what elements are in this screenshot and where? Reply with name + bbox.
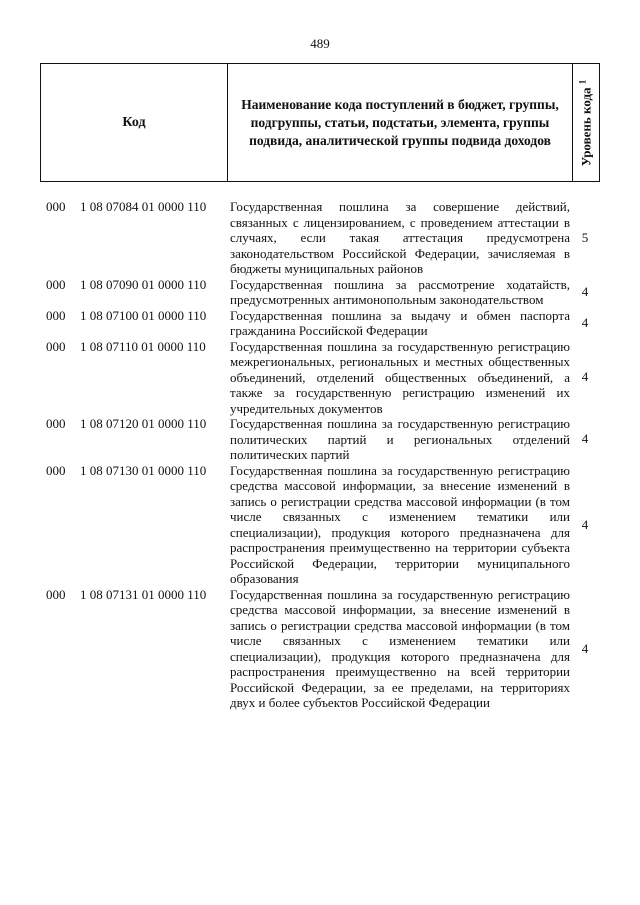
row-revenue-code: 1 08 07120 01 0000 110	[80, 416, 207, 431]
page-number: 489	[310, 36, 330, 51]
row-revenue-code: 1 08 07084 01 0000 110	[80, 199, 207, 214]
row-revenue-code: 1 08 07131 01 0000 110	[80, 586, 207, 602]
row-revenue-code: 1 08 07130 01 0000 110	[80, 462, 207, 478]
header-level	[573, 64, 599, 181]
row-admin-code: 000	[46, 338, 66, 354]
header-code: Код	[41, 64, 228, 181]
table-row	[40, 587, 600, 711]
row-admin-code: 000	[46, 276, 66, 292]
header-level-label	[577, 79, 594, 166]
row-level: 5	[581, 229, 589, 245]
row-level: 4	[581, 516, 589, 532]
row-admin-code: 000	[46, 462, 66, 478]
table-body	[40, 199, 600, 711]
row-name: Государственная пошлина за государственную регистрацию межрегиональных, региональных и местных общественных объединений, отделений общественных объединений, а также за государственную регистрацию изменений их учредительных документов	[230, 338, 570, 416]
row-admin-code: 000	[46, 416, 66, 431]
table-row	[40, 416, 600, 463]
row-admin-code: 000	[46, 199, 66, 214]
row-name: Государственная пошлина за рассмотрение ходатайств, предусмотренных антимонопольным законодательством	[230, 276, 570, 307]
row-name: Государственная пошлина за совершение действий, связанных с лицензированием, с проведением аттестации в случаях, если такая аттестация предусмотрена законодательством Российской Федерации, зачисляемая в бюджеты муниципальных районов	[230, 199, 570, 276]
row-name: Государственная пошлина за государственную регистрацию политических партий и региональных отделений политических партий	[230, 416, 570, 462]
row-revenue-code: 1 08 07100 01 0000 110	[80, 307, 207, 323]
row-level: 4	[581, 431, 589, 447]
table-row	[40, 199, 600, 277]
table-row	[40, 308, 600, 339]
row-level: 4	[581, 284, 589, 299]
row-level: 4	[581, 369, 589, 385]
row-name: Государственная пошлина за выдачу и обмен паспорта гражданина Российской Федерации	[230, 307, 570, 338]
header-level-text: Уровень кода	[578, 86, 594, 166]
row-level: 4	[581, 315, 589, 330]
table-header	[40, 63, 600, 182]
header-level-footnote: 1	[577, 79, 588, 84]
row-revenue-code: 1 08 07090 01 0000 110	[80, 276, 207, 292]
row-admin-code: 000	[46, 307, 66, 323]
table-row	[40, 277, 600, 308]
row-name: Государственная пошлина за государственную регистрацию средства массовой информации, за внесение изменений в запись о регистрации средства массовой информации (в том числе связанных с изменением тематики или специализации), продукция которого предназначена для распространения преимущественно на территории субъекта Российской Федерации, территории муниципального образования	[230, 462, 570, 586]
row-revenue-code: 1 08 07110 01 0000 110	[80, 338, 206, 354]
header-name: Наименование кода поступлений в бюджет, группы, подгруппы, статьи, подстатьи, элемента, группы подвида, аналитической группы подвида доходов	[228, 64, 573, 181]
row-name: Государственная пошлина за государственную регистрацию средства массовой информации, за внесение изменений в запись о регистрации средства массовой информации (в том числе связанных с изменением тематики или специализации), продукция которого предназначена для распространения преимущественно на всей территории Российской Федерации, за ее пределами, на территориях двух и более субъектов Российской Федерации	[230, 586, 570, 710]
row-admin-code: 000	[46, 586, 66, 602]
row-level: 4	[581, 640, 589, 656]
table-row	[40, 463, 600, 587]
table-row	[40, 339, 600, 417]
